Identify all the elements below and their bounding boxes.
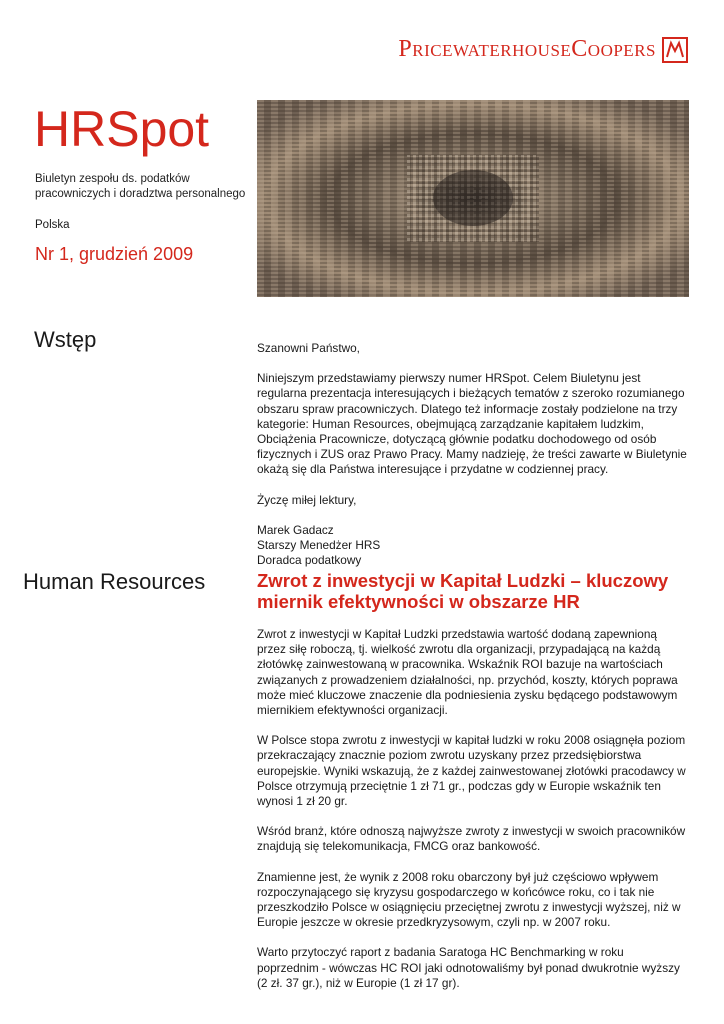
newsletter-subtitle: Biuletyn zespołu ds. podatków pracowniczych i doradztwa personalnego (35, 173, 246, 200)
issue-label: Nr 1, grudzień 2009 (35, 244, 194, 264)
intro-body: Niniejszym przedstawiamy pierwszy numer HRSpot. Celem Biuletynu jest regularna prezentacja interesujących i bieżących tematów z szeroko rozumianego obszaru spraw pracowniczych. Dlatego też informacje zostały podzielone na trzy kategorie: Human Resources, obejmującą zarządzanie kapitałem ludzkim, Obciążenia Pracownicze, dotyczącą głównie podatku dochodowego od osób fizycznych i ZUS oraz Prawo Pracy. Mamy nadzieję, że treści zawarte w Biuletynie okażą się dla Państwa interesujące i przydatne w codziennej pracy. (257, 371, 687, 477)
article-paragraph: Warto przytoczyć raport z badania Saratoga HC Benchmarking w roku poprzednim - wówczas HC ROI jaki odnotowaliśmy był ponad dwukrotnie wyższy (2 zł. 37 gr.), niż w Europie (1 zł 17 gr). (257, 945, 680, 990)
article-paragraph: Zwrot z inwestycji w Kapitał Ludzki przedstawia wartość dodaną zapewnioną przez siłę roboczą, tj. wielkość zwrotu dla organizacji, przypadającą na każdą złotówkę zainwestowaną w pracownika. Wskaźnik ROI bazuje na wartościach związanych z prowadzeniem działalności, np. przychód, koszty, których poprawa może mieć kluczowe znaczenie dla podniesienia zysku będącego podstawowym miernikiem efektywności organizacji. (257, 627, 678, 718)
section-title-intro: Wstęp (34, 327, 97, 352)
logo-text: PricewaterhouseCoopers (398, 36, 656, 62)
intro-closing: Życzę miłej lektury, (257, 492, 357, 507)
intro-letter (257, 341, 687, 568)
company-logo (398, 36, 688, 63)
intro-greeting: Szanowni Państwo, (257, 341, 360, 355)
article-paragraph: Wśród branż, które odnoszą najwyższe zwroty z inwestycji w swoich pracowników znajdują się telekomunikacja, FMCG oraz bankowość. (257, 824, 686, 854)
signature-title: Doradca podatkowy (257, 553, 362, 568)
pwc-mark-icon (662, 37, 688, 63)
signature-block (257, 523, 687, 569)
article-paragraph: W Polsce stopa zwrotu z inwestycji w kapitał ludzki w roku 2008 osiągnęła poziom przekraczający znacznie poziom zwrotu uzyskany przez przedsiębiorstwa europejskie. Wyniki wskazują, że z każdej zainwestowanej złotówki pracodawcy w Polsce otrzymują przeciętnie 1 zł 71 gr., podczas gdy w Europie wskaźnik ten wynosi 1 zł 20 gr. (257, 733, 686, 809)
newsletter-title: HRSpot (34, 101, 210, 157)
article-body (257, 627, 687, 1006)
signature-name: Marek Gadacz (257, 522, 334, 537)
article-title: Zwrot z inwestycji w Kapitał Ludzki – kluczowy miernik efektywności w obszarze HR (257, 570, 669, 612)
section-title-hr: Human Resources (23, 569, 206, 594)
country-label: Polska (35, 219, 70, 231)
hero-mosaic-image (257, 100, 689, 297)
signature-role: Starszy Menedżer HRS (257, 538, 381, 553)
article-paragraph: Znamienne jest, że wynik z 2008 roku obarczony był już częściowo wpływem rozpoczynającego się kryzysu gospodarczego w końcówce roku, co i tak nie przeszkodziło Polsce w osiągnięciu przeciętnej zwrotu z inwestycji wyższej, niż w Europie jeszcze w okresie przedkryzysowym, czyli np. w 2007 roku. (257, 869, 681, 930)
